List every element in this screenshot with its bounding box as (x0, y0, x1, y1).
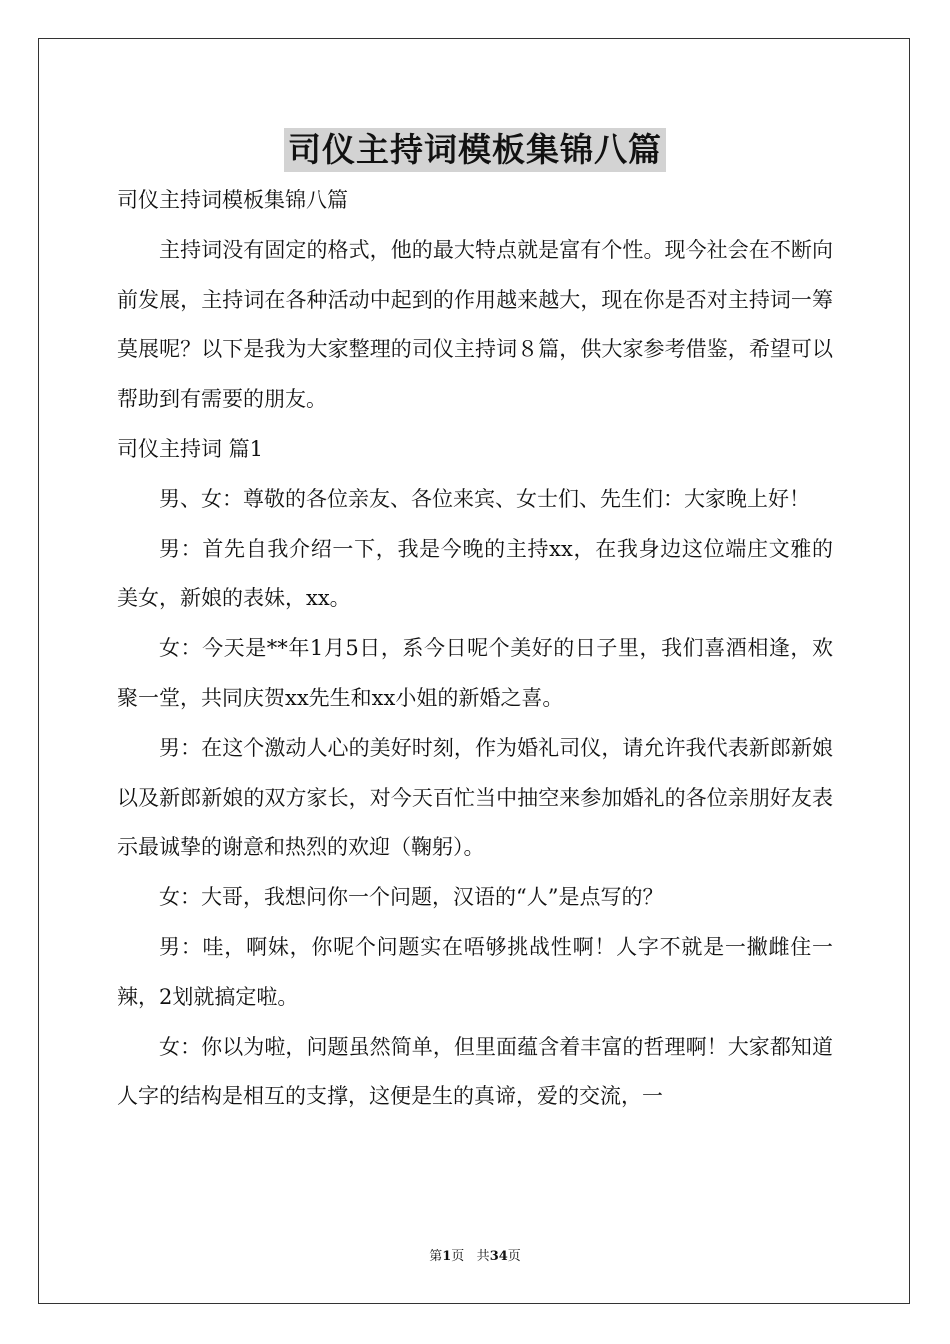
paragraph: 女：你以为啦，问题虽然简单，但里面蕴含着丰富的哲理啊！大家都知道人字的结构是相互的支撑，这便是生的真谛，爱的交流，一 (117, 1034, 833, 1109)
document-body (117, 176, 833, 1122)
paragraph: 男：在这个激动人心的美好时刻，作为婚礼司仪，请允许我代表新郎新娘以及新郎新娘的双方家长，对今天百忙当中抽空来参加婚礼的各位亲朋好友表示最诚挚的谢意和热烈的欢迎（鞠躬）。 (117, 735, 833, 860)
paragraph: 司仪主持词模板集锦八篇 (117, 188, 348, 212)
paragraph: 女：今天是**年1月5日，系今日呢个美好的日子里，我们喜酒相逢，欢聚一堂，共同庆贺xx先生和xx小姐的新婚之喜。 (117, 636, 833, 710)
paragraph: 女：大哥，我想问你一个问题，汉语的“人”是点写的？ (159, 885, 664, 910)
paragraph: 男、女：尊敬的各位亲友、各位来宾、女士们、先生们：大家晚上好！ (159, 486, 810, 511)
footer-total-pages: 34 (489, 1249, 508, 1264)
footer-page-suffix: 页 (451, 1249, 465, 1264)
footer-total-prefix: 共 (476, 1249, 490, 1264)
footer-page-prefix: 第 (429, 1249, 443, 1264)
document-title: 司仪主持词模板集锦八篇 (284, 128, 666, 172)
paragraph: 司仪主持词 篇1 (117, 436, 264, 461)
title-container (0, 128, 950, 172)
paragraph: 男：哇，啊妹，你呢个问题实在唔够挑战性啊！人字不就是一撇雌住一辣，2划就搞定啦。 (117, 934, 833, 1009)
paragraph: 主持词没有固定的格式，他的最大特点就是富有个性。现今社会在不断向前发展，主持词在各种活动中起到的作用越来越大，现在你是否对主持词一筹莫展呢？以下是我为大家整理的司仪主持词８篇，供大家参考借鉴，希望可以帮助到有需要的朋友。 (117, 237, 833, 412)
footer-page-number: 1 (442, 1249, 452, 1264)
paragraph: 男：首先自我介绍一下，我是今晚的主持xx，在我身边这位端庄文雅的美女，新娘的表妹，xx。 (117, 536, 833, 611)
page-footer (0, 1247, 950, 1267)
footer-total-suffix: 页 (507, 1249, 521, 1264)
